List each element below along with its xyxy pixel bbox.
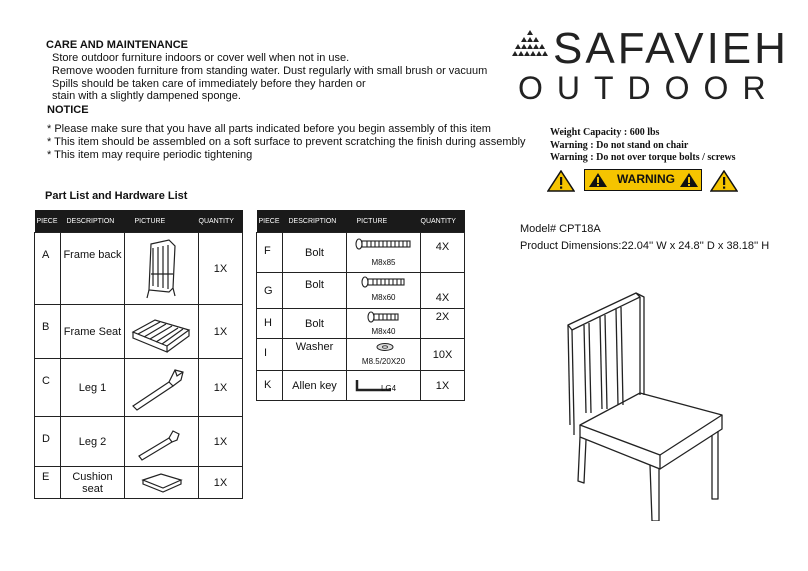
hardware-picture xyxy=(347,371,421,401)
table-row xyxy=(35,305,243,359)
table-row xyxy=(35,417,243,467)
leg-2-icon xyxy=(125,418,199,466)
brand-subname: OUTDOOR xyxy=(518,70,780,106)
table-row xyxy=(35,467,243,499)
table-row xyxy=(257,233,465,273)
table-row xyxy=(257,371,465,401)
part-quantity: 1X xyxy=(199,233,243,305)
hardware-description: Washer xyxy=(283,339,347,371)
column-header-piece: PIECE xyxy=(35,210,61,233)
care-heading: CARE AND MAINTENANCE xyxy=(46,39,188,51)
part-quantity: 1X xyxy=(199,305,243,359)
part-quantity: 1X xyxy=(199,467,243,499)
hardware-description: Bolt xyxy=(283,309,347,339)
warning-line: Warning : Do not over torque bolts / screws xyxy=(550,152,736,163)
hardware-quantity: 2X xyxy=(421,309,465,339)
column-header-picture: PICTURE xyxy=(125,210,199,233)
hardware-quantity: 4X xyxy=(421,233,465,273)
part-picture xyxy=(125,467,199,499)
piece-letter: A xyxy=(35,233,61,305)
hardware-picture xyxy=(347,273,421,309)
notice-line: * This item should be assembled on a soft surface to prevent scratching the finish during assembly xyxy=(47,136,526,148)
notice-heading: NOTICE xyxy=(47,104,89,116)
hardware-quantity: 10X xyxy=(421,339,465,371)
column-header-piece: PIECE xyxy=(257,210,283,233)
hardware-size: M8x60 xyxy=(371,293,396,302)
warning-banner xyxy=(584,169,702,191)
table-header-row xyxy=(35,210,243,233)
brand-mark-icon xyxy=(512,30,548,60)
column-header-description: DESCRIPTION xyxy=(283,210,347,233)
hardware-description: Bolt xyxy=(283,233,347,273)
bolt-icon xyxy=(367,311,401,323)
table-header-row xyxy=(257,210,465,233)
hardware-size: M8x85 xyxy=(371,258,396,267)
frame-back-icon xyxy=(125,234,199,304)
hardware-table xyxy=(256,210,465,401)
part-picture xyxy=(125,417,199,467)
hardware-description: Allen key xyxy=(283,371,347,401)
piece-letter: H xyxy=(257,309,283,339)
column-header-picture: PICTURE xyxy=(347,210,421,233)
warning-triangle-icon xyxy=(588,172,608,188)
care-line: Store outdoor furniture indoors or cover well when not in use. xyxy=(52,52,350,64)
care-line: Remove wooden furniture from standing water. Dust regularly with small brush or vacuum xyxy=(52,65,488,77)
brand-name: SAFAVIEH xyxy=(553,24,789,73)
part-description: Frame back xyxy=(61,233,125,305)
parts-heading: Part List and Hardware List xyxy=(45,190,188,202)
parts-table xyxy=(34,210,243,499)
hardware-size: M8.5/20X20 xyxy=(361,357,406,366)
washer-icon xyxy=(375,342,395,352)
warning-triangle-icon xyxy=(679,172,699,188)
notice-line: * Please make sure that you have all parts indicated before you begin assembly of this item xyxy=(47,123,491,135)
cushion-icon xyxy=(125,468,199,498)
part-quantity: 1X xyxy=(199,417,243,467)
warning-triangle-icon xyxy=(710,170,738,192)
weight-capacity: Weight Capacity : 600 lbs xyxy=(550,127,660,138)
notice-line: * This item may require periodic tightening xyxy=(47,149,253,161)
warning-triangle-icon xyxy=(547,170,575,192)
hardware-size: LG4 xyxy=(380,384,397,393)
bolt-icon xyxy=(361,276,407,288)
bolt-icon xyxy=(355,238,413,250)
part-description: Frame Seat xyxy=(61,305,125,359)
hardware-picture xyxy=(347,233,421,273)
hardware-quantity: 1X xyxy=(421,371,465,401)
piece-letter: B xyxy=(35,305,61,359)
part-picture xyxy=(125,305,199,359)
frame-seat-icon xyxy=(125,306,199,358)
piece-letter: F xyxy=(257,233,283,273)
warning-line: Warning : Do not stand on chair xyxy=(550,140,689,151)
hardware-size: M8x40 xyxy=(371,327,396,336)
table-row xyxy=(257,309,465,339)
part-picture xyxy=(125,233,199,305)
part-description: Cushion seat xyxy=(61,467,125,499)
piece-letter: K xyxy=(257,371,283,401)
hardware-picture xyxy=(347,309,421,339)
care-line: stain with a slightly dampened sponge. xyxy=(52,90,241,102)
column-header-quantity: QUANTITY xyxy=(199,210,243,233)
hardware-description: Bolt xyxy=(283,273,347,309)
model-number: Model# CPT18A xyxy=(520,223,601,235)
leg-1-icon xyxy=(125,360,199,416)
part-quantity: 1X xyxy=(199,359,243,417)
piece-letter: I xyxy=(257,339,283,371)
column-header-quantity: QUANTITY xyxy=(421,210,465,233)
part-description: Leg 1 xyxy=(61,359,125,417)
piece-letter: E xyxy=(35,467,61,499)
part-description: Leg 2 xyxy=(61,417,125,467)
table-row xyxy=(35,359,243,417)
chair-illustration xyxy=(540,285,740,521)
part-picture xyxy=(125,359,199,417)
hardware-picture xyxy=(347,339,421,371)
table-row xyxy=(257,273,465,309)
product-dimensions: Product Dimensions:22.04'' W x 24.8'' D x 38.18'' H xyxy=(520,240,770,252)
piece-letter: D xyxy=(35,417,61,467)
table-row xyxy=(257,339,465,371)
column-header-description: DESCRIPTION xyxy=(61,210,125,233)
warning-banner-text: WARNING xyxy=(617,172,675,186)
piece-letter: C xyxy=(35,359,61,417)
care-line: Spills should be taken care of immediately before they harden or xyxy=(52,78,366,90)
hardware-quantity: 4X xyxy=(421,273,465,309)
piece-letter: G xyxy=(257,273,283,309)
table-row xyxy=(35,233,243,305)
